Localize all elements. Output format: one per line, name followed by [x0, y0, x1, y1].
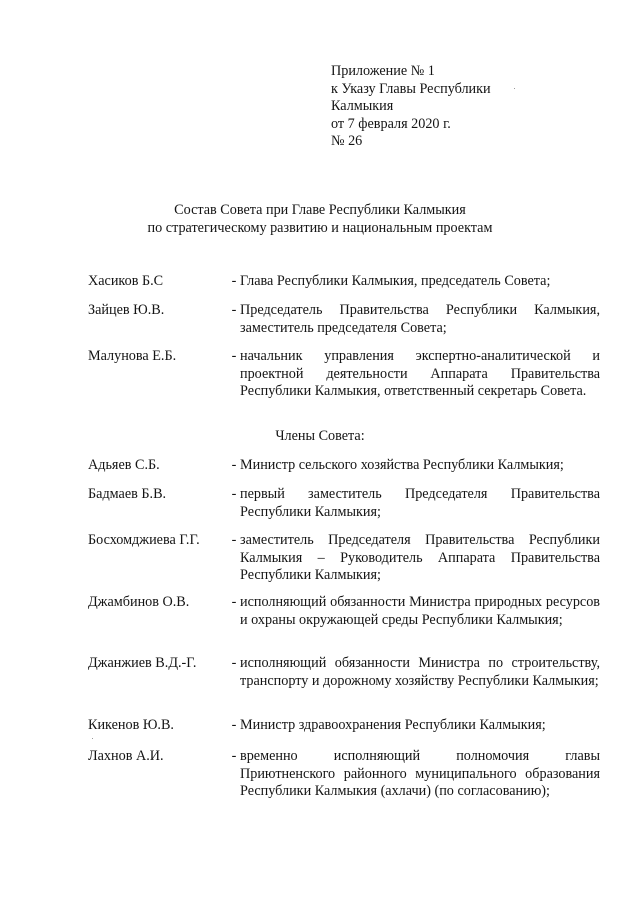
member-name: Хасиков Б.С	[88, 273, 164, 289]
entry-dash: -	[231, 486, 237, 502]
member-name: Джанжиев В.Д.-Г.	[88, 655, 197, 671]
member-name: Босхомджиева Г.Г.	[88, 532, 200, 548]
entry-dash: -	[231, 748, 237, 764]
scan-speck	[514, 88, 515, 89]
entry-dash: -	[231, 594, 237, 610]
member-role: временно исполняющий полномочия главы Приютненского районного муниципального образования Республики Калмыкия (ахлачи) (по согласованию);	[240, 748, 600, 799]
appendix-line: Калмыкия	[331, 98, 394, 114]
scan-speck	[92, 738, 93, 739]
title-line-2: по стратегическому развитию и национальным проектам	[147, 219, 493, 236]
entry-dash: -	[231, 717, 237, 733]
member-name: Кикенов Ю.В.	[88, 717, 174, 733]
member-role: Министр здравоохранения Республики Калмыкия;	[240, 717, 546, 733]
entry-dash: -	[231, 457, 237, 473]
appendix-block	[331, 63, 571, 151]
member-name: Джамбинов О.В.	[88, 594, 190, 610]
appendix-line: Приложение № 1	[331, 63, 435, 79]
member-role: первый заместитель Председателя Правительства Республики Калмыкия;	[240, 486, 600, 520]
members-heading: Члены Совета:	[275, 428, 365, 444]
document-title	[0, 202, 640, 237]
entry-dash: -	[231, 348, 237, 364]
member-role: Председатель Правительства Республики Калмыкия, заместитель председателя Совета;	[240, 302, 600, 336]
member-role: Глава Республики Калмыкия, председатель Совета;	[240, 273, 551, 289]
title-line-1: Состав Совета при Главе Республики Калмыкия	[174, 202, 466, 218]
member-role: начальник управления экспертно-аналитической и проектной деятельности Аппарата Правительства Республики Калмыкия, ответственный секретарь Совета.	[240, 348, 600, 399]
member-role: заместитель Председателя Правительства Республики Калмыкия – Руководитель Аппарата Правительства Республики Калмыкия;	[240, 532, 600, 583]
member-name: Адьяев С.Б.	[88, 457, 160, 473]
member-role: исполняющий обязанности Министра природных ресурсов и охраны окружающей среды Республики Калмыкия;	[240, 594, 600, 628]
entry-dash: -	[231, 273, 237, 289]
entry-dash: -	[231, 302, 237, 318]
member-name: Зайцев Ю.В.	[88, 302, 165, 318]
member-role: исполняющий обязанности Министра по строительству, транспорту и дорожному хозяйству Республики Калмыкия;	[240, 655, 600, 689]
entry-dash: -	[231, 532, 237, 548]
member-role: Министр сельского хозяйства Республики Калмыкия;	[240, 457, 564, 473]
member-name: Бадмаев Б.В.	[88, 486, 167, 502]
appendix-line: № 26	[331, 133, 363, 149]
member-name: Малунова Е.Б.	[88, 348, 177, 364]
member-name: Лахнов А.И.	[88, 748, 164, 764]
entry-dash: -	[231, 655, 237, 671]
appendix-line: к Указу Главы Республики	[331, 80, 491, 97]
appendix-line: от 7 февраля 2020 г.	[331, 115, 451, 132]
